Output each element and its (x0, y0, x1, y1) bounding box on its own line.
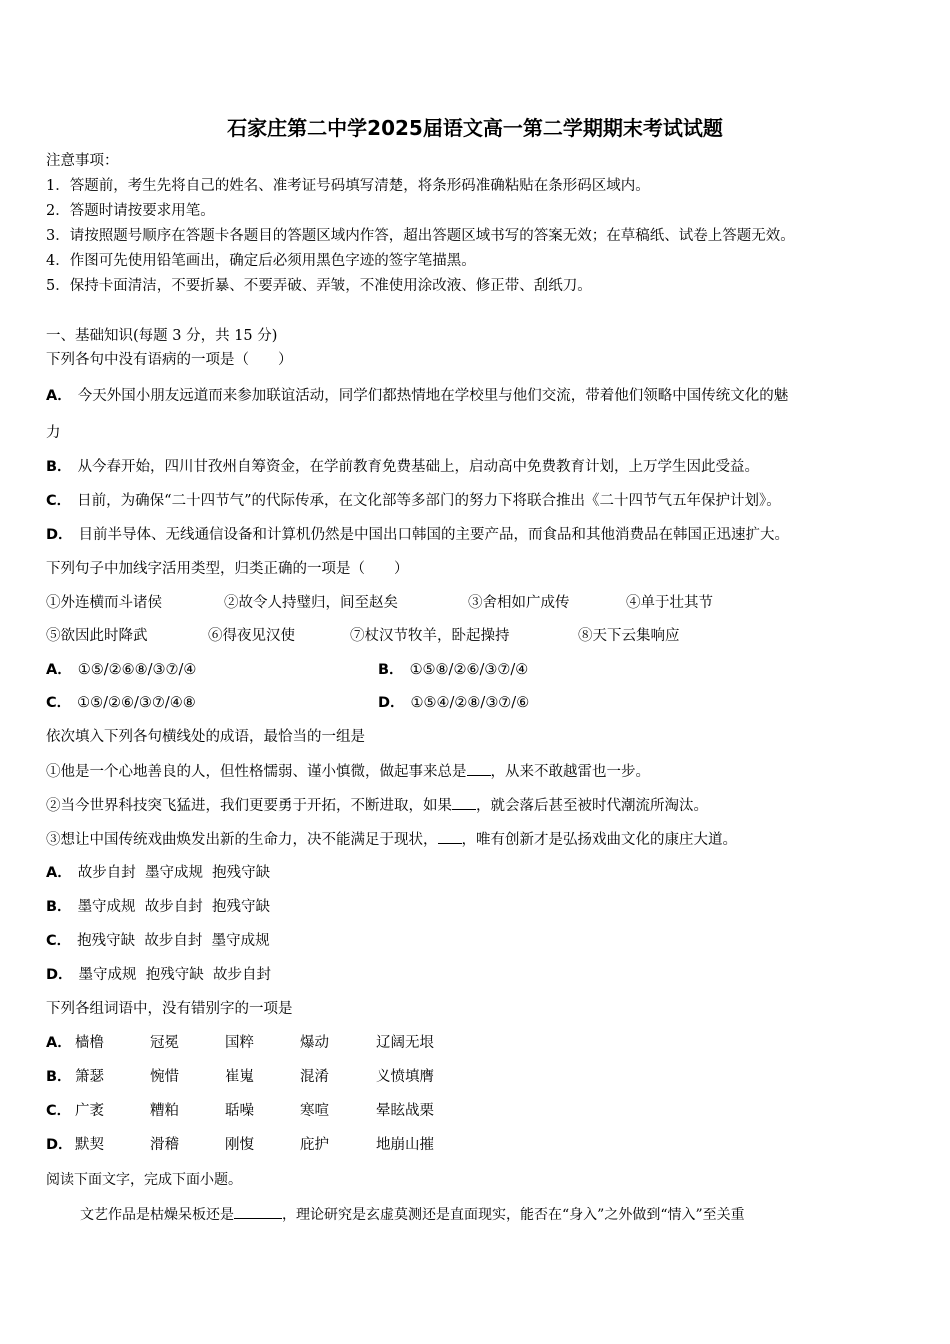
option-text: 从今春开始，四川甘孜州自筹资金，在学前教育免费基础上，启动高中免费教育计划，上万学生因此受益。 (77, 459, 760, 475)
word: 晕眩战栗 (376, 1103, 434, 1119)
word: 崔嵬 (225, 1069, 254, 1085)
option-label: A． (46, 1035, 72, 1051)
option-label: A． (46, 388, 72, 404)
question-stem: 下列句子中加线字活用类型，归类正确的一项是（ ） (46, 561, 409, 577)
fill-sentence (46, 761, 650, 782)
word: 义愤填膺 (376, 1069, 434, 1085)
word: 聒噪 (225, 1103, 254, 1119)
fill-sentence (46, 795, 708, 816)
option-text: ①⑤⑧/②⑥/③⑦/④ (409, 662, 529, 678)
answer-blank (467, 761, 491, 776)
option-label: C． (46, 695, 72, 711)
word: 庇护 (300, 1137, 329, 1153)
option-text: ①⑤④/②⑧/③⑦/⑥ (410, 695, 530, 711)
option-label: D． (46, 527, 73, 543)
option-label: B． (378, 662, 404, 678)
word-row-label (46, 1033, 78, 1053)
option-b (378, 660, 528, 680)
word: 默契 (75, 1137, 104, 1153)
option-text: 日前，为确保“二十四节气”的代际传承，在文化部等多部门的努力下将联合推出《二十四节气五年保护计划》。 (77, 493, 781, 509)
option-a (46, 863, 270, 883)
option-label: A． (46, 865, 72, 881)
word: 刚愎 (225, 1137, 254, 1153)
sentence-text: ②当今世界科技突飞猛进，我们更要勇于开拓，不断进取，如果 (46, 798, 452, 814)
answer-blank (438, 829, 462, 844)
option-text: 墨守成规 故步自封 抱残守缺 (77, 899, 270, 915)
question-stem: 下列各句中没有语病的一项是（ ） (46, 352, 293, 368)
option-text: 今天外国小朋友远道而来参加联谊活动，同学们都热情地在学校里与他们交流，带着他们领略中国传统文化的魅 (77, 388, 789, 404)
option-b (46, 457, 759, 477)
option-label: B． (46, 459, 72, 475)
option-a (46, 660, 196, 680)
word-row-label (46, 1101, 77, 1121)
sentence-text: ，从来不敢越雷也一步。 (490, 764, 650, 780)
sentence-text: ，唯有创新才是弘扬戏曲文化的康庄大道。 (461, 832, 737, 848)
option-b (46, 897, 270, 917)
notice-item: 2．答题时请按要求用笔。 (46, 203, 215, 219)
section-heading: 一、基础知识(每题 3 分，共 15 分) (46, 328, 278, 344)
sentence-item: ①外连横而斗诸侯 (46, 595, 162, 611)
word: 冠冕 (150, 1035, 179, 1051)
word: 广袤 (75, 1103, 104, 1119)
option-text: ①⑤/②⑥⑧/③⑦/④ (77, 662, 197, 678)
sentence-item: ⑥得夜见汉使 (208, 628, 295, 644)
option-label: D． (378, 695, 405, 711)
option-c (46, 693, 196, 713)
sentence-item: ③舍相如广成传 (468, 595, 570, 611)
word: 糟粕 (150, 1103, 179, 1119)
word: 滑稽 (150, 1137, 179, 1153)
notice-heading: 注意事项： (46, 153, 119, 169)
option-text: ①⑤/②⑥/③⑦/④⑧ (77, 695, 196, 711)
sentence-text: ①他是一个心地善良的人，但性格懦弱、谨小慎微，做起事来总是 (46, 764, 467, 780)
option-label: B． (46, 1069, 72, 1085)
word: 地崩山摧 (376, 1137, 434, 1153)
word: 混淆 (300, 1069, 329, 1085)
word: 爆动 (300, 1035, 329, 1051)
question-stem: 下列各组词语中，没有错别字的一项是 (46, 1001, 293, 1017)
option-d (378, 693, 529, 713)
option-c (46, 491, 781, 511)
word: 惋惜 (150, 1069, 179, 1085)
passage-text: 文艺作品是枯燥呆板还是 (80, 1207, 234, 1223)
word-row-label (46, 1135, 79, 1155)
word: 寒喧 (300, 1103, 329, 1119)
option-label: C． (46, 933, 72, 949)
option-text: 墨守成规 抱残守缺 故步自封 (78, 967, 271, 983)
word: 箫瑟 (75, 1069, 104, 1085)
sentence-item: ⑦杖汉节牧羊，卧起操持 (350, 628, 510, 644)
question-stem: 依次填入下列各句横线处的成语，最恰当的一组是 (46, 729, 365, 745)
sentence-item: ④单于壮其节 (626, 595, 713, 611)
word: 国粹 (225, 1035, 254, 1051)
sentence-text: ③想让中国传统戏曲焕发出新的生命力，决不能满足于现状， (46, 832, 438, 848)
option-c (46, 931, 270, 951)
notice-item: 4．作图可先使用铅笔画出，确定后必须用黑色字迹的签字笔描黑。 (46, 253, 476, 269)
notice-item: 3．请按照题号顺序在答题卡各题目的答题区域内作答，超出答题区域书写的答案无效；在草稿纸、试卷上答题无效。 (46, 228, 795, 244)
option-d (46, 965, 271, 985)
sentence-text: ，就会落后甚至被时代潮流所淘汰。 (476, 798, 708, 814)
reading-instruction: 阅读下面文字，完成下面小题。 (46, 1172, 242, 1188)
option-text: 故步自封 墨守成规 抱残守缺 (77, 865, 271, 881)
option-text: 目前半导体、无线通信设备和计算机仍然是中国出口韩国的主要产品，而食品和其他消费品在韩国正迅速扩大。 (78, 527, 790, 543)
fill-sentence (46, 829, 737, 850)
reading-passage (46, 1204, 906, 1225)
option-a-continued: 力 (46, 425, 61, 441)
page-title: 石家庄第二中学2025届语文高一第二学期期末考试试题 (227, 116, 723, 140)
word-row-label (46, 1067, 78, 1087)
option-label: D． (46, 967, 73, 983)
notice-item: 5．保持卡面清洁，不要折暴、不要弄破、弄皱，不准使用涂改液、修正带、刮纸刀。 (46, 278, 592, 294)
option-label: B． (46, 899, 72, 915)
answer-blank (234, 1204, 282, 1219)
notice-item: 1．答题前，考生先将自己的姓名、准考证号码填写清楚，将条形码准确粘贴在条形码区域内。 (46, 178, 650, 194)
option-text: 抱残守缺 故步自封 墨守成规 (77, 933, 270, 949)
passage-text: ，理论研究是玄虚莫测还是直面现实，能否在“身入”之外做到“情入”至关重 (282, 1207, 745, 1223)
option-label: D． (46, 1137, 73, 1153)
word: 辽阔无垠 (376, 1035, 434, 1051)
sentence-item: ②故令人持璧归，间至赵矣 (224, 595, 398, 611)
sentence-item: ⑤欲因此时降武 (46, 628, 148, 644)
option-label: A． (46, 662, 72, 678)
answer-blank (452, 795, 476, 810)
option-a (46, 386, 788, 406)
option-label: C． (46, 1103, 72, 1119)
word: 樯橹 (75, 1035, 104, 1051)
option-label: C． (46, 493, 72, 509)
sentence-item: ⑧天下云集响应 (578, 628, 680, 644)
option-d (46, 525, 789, 545)
